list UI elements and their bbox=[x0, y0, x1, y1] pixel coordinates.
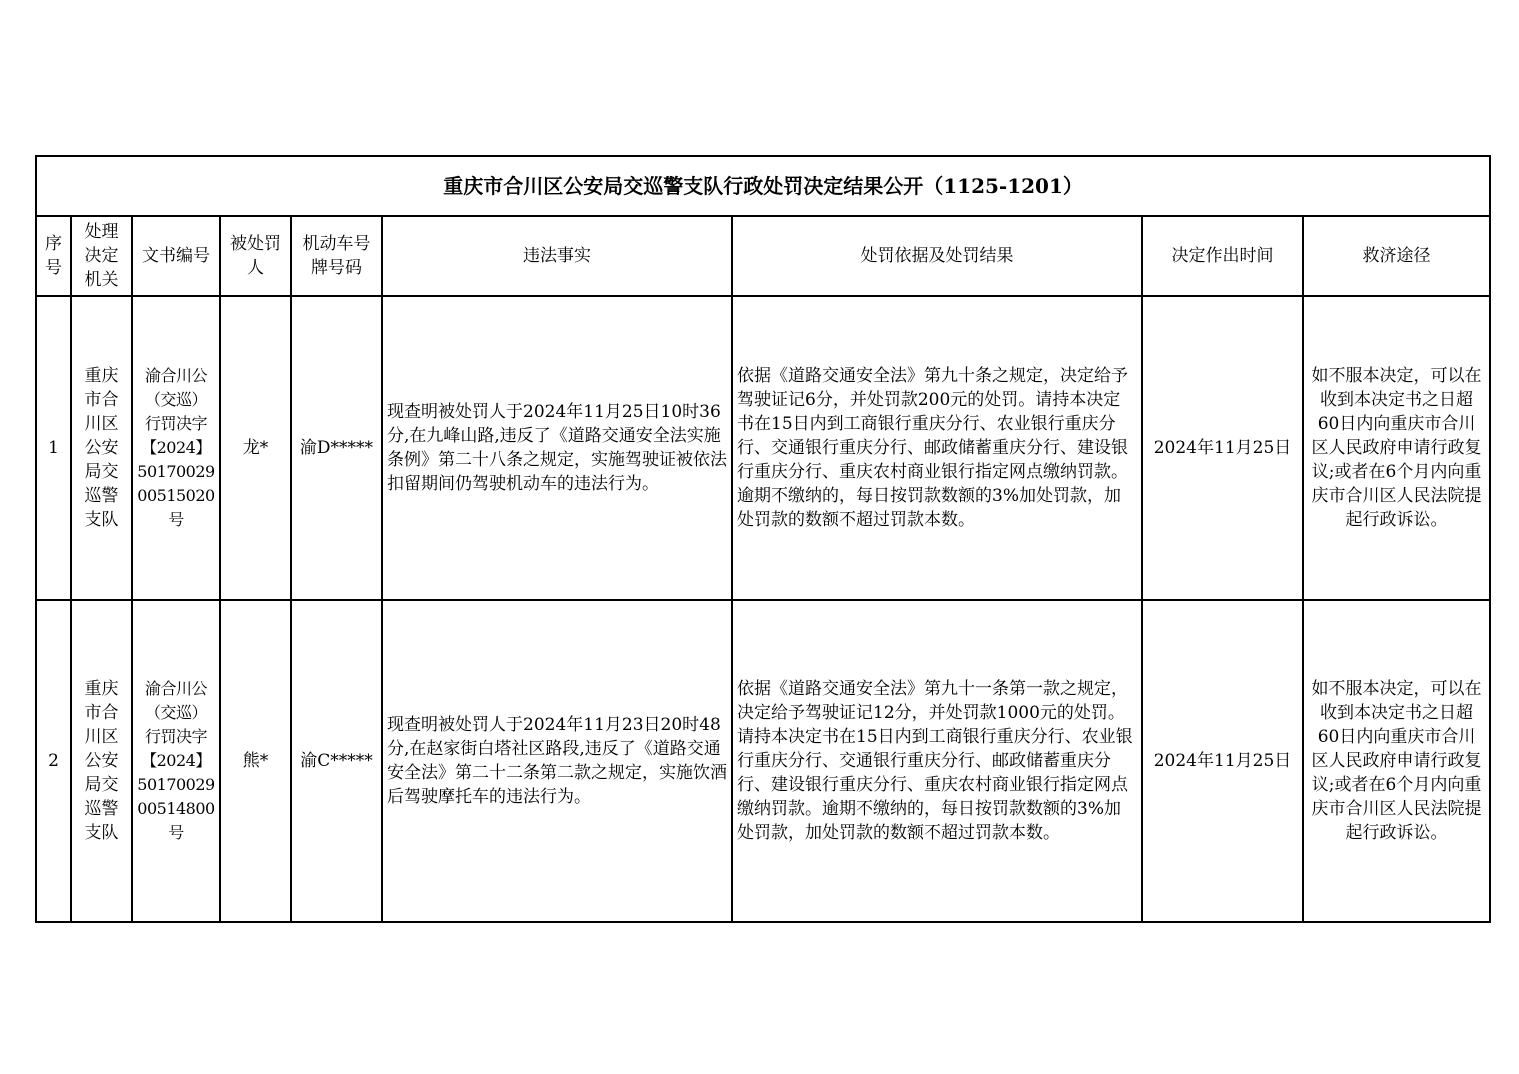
cell-basis: 依据《道路交通安全法》第九十一条第一款之规定，决定给予驾驶证记12分，并处罚款1000元的处罚。请持本决定书在15日内到工商银行重庆分行、农业银行重庆分行、交通银行重庆分行、邮政储蓄重庆分行、建设银行重庆分行、重庆农村商业银行指定网点缴纳罚款。逾期不缴纳的，每日按罚款数额的3%加处罚款，加处罚款的数额不超过罚款本数。 bbox=[732, 600, 1142, 922]
cell-person: 龙* bbox=[220, 296, 291, 600]
cell-doc-no: 渝合川公 （交巡） 行罚决字 【2024】 50170029 00515020 号 bbox=[132, 296, 220, 600]
page-title: 重庆市合川区公安局交巡警支队行政处罚决定结果公开（1125-1201） bbox=[36, 156, 1490, 216]
cell-basis: 依据《道路交通安全法》第九十条之规定，决定给予驾驶证记6分，并处罚款200元的处罚。请持本决定书在15日内到工商银行重庆分行、农业银行重庆分行、交通银行重庆分行、邮政储蓄重庆分行、建设银行重庆分行、重庆农村商业银行指定网点缴纳罚款。逾期不缴纳的，每日按罚款数额的3%加处罚款，加处罚款的数额不超过罚款本数。 bbox=[732, 296, 1142, 600]
header-facts: 违法事实 bbox=[382, 216, 732, 296]
cell-organ: 重庆 市合 川区 公安 局交 巡警 支队 bbox=[71, 600, 132, 922]
header-seq: 序 号 bbox=[36, 216, 71, 296]
cell-doc-no: 渝合川公 （交巡） 行罚决字 【2024】 50170029 00514800 号 bbox=[132, 600, 220, 922]
header-row bbox=[36, 216, 1490, 296]
cell-seq: 2 bbox=[36, 600, 71, 922]
penalty-table bbox=[35, 155, 1491, 923]
header-remedy: 救济途径 bbox=[1303, 216, 1490, 296]
cell-plate: 渝D***** bbox=[291, 296, 382, 600]
title-row bbox=[36, 156, 1490, 216]
header-basis: 处罚依据及处罚结果 bbox=[732, 216, 1142, 296]
header-organ: 处理 决定 机关 bbox=[71, 216, 132, 296]
cell-person: 熊* bbox=[220, 600, 291, 922]
cell-date: 2024年11月25日 bbox=[1142, 296, 1303, 600]
cell-remedy: 如不服本决定，可以在收到本决定书之日超60日内向重庆市合川区人民政府申请行政复议;或者在6个月内向重庆市合川区人民法院提起行政诉讼。 bbox=[1303, 296, 1490, 600]
cell-seq: 1 bbox=[36, 296, 71, 600]
cell-facts: 现查明被处罚人于2024年11月23日20时48分,在赵家街白塔社区路段,违反了《道路交通安全法》第二十二条第二款之规定，实施饮酒后驾驶摩托车的违法行为。 bbox=[382, 600, 732, 922]
cell-remedy: 如不服本决定，可以在收到本决定书之日超60日内向重庆市合川区人民政府申请行政复议;或者在6个月内向重庆市合川区人民法院提起行政诉讼。 bbox=[1303, 600, 1490, 922]
table-row bbox=[36, 296, 1490, 600]
cell-date: 2024年11月25日 bbox=[1142, 600, 1303, 922]
cell-facts: 现查明被处罚人于2024年11月25日10时36分,在九峰山路,违反了《道路交通安全法实施条例》第二十八条之规定，实施驾驶证被依法扣留期间仍驾驶机动车的违法行为。 bbox=[382, 296, 732, 600]
header-doc-no: 文书编号 bbox=[132, 216, 220, 296]
header-date: 决定作出时间 bbox=[1142, 216, 1303, 296]
header-person: 被处罚 人 bbox=[220, 216, 291, 296]
header-plate: 机动车号 牌号码 bbox=[291, 216, 382, 296]
cell-organ: 重庆 市合 川区 公安 局交 巡警 支队 bbox=[71, 296, 132, 600]
table-row bbox=[36, 600, 1490, 922]
cell-plate: 渝C***** bbox=[291, 600, 382, 922]
